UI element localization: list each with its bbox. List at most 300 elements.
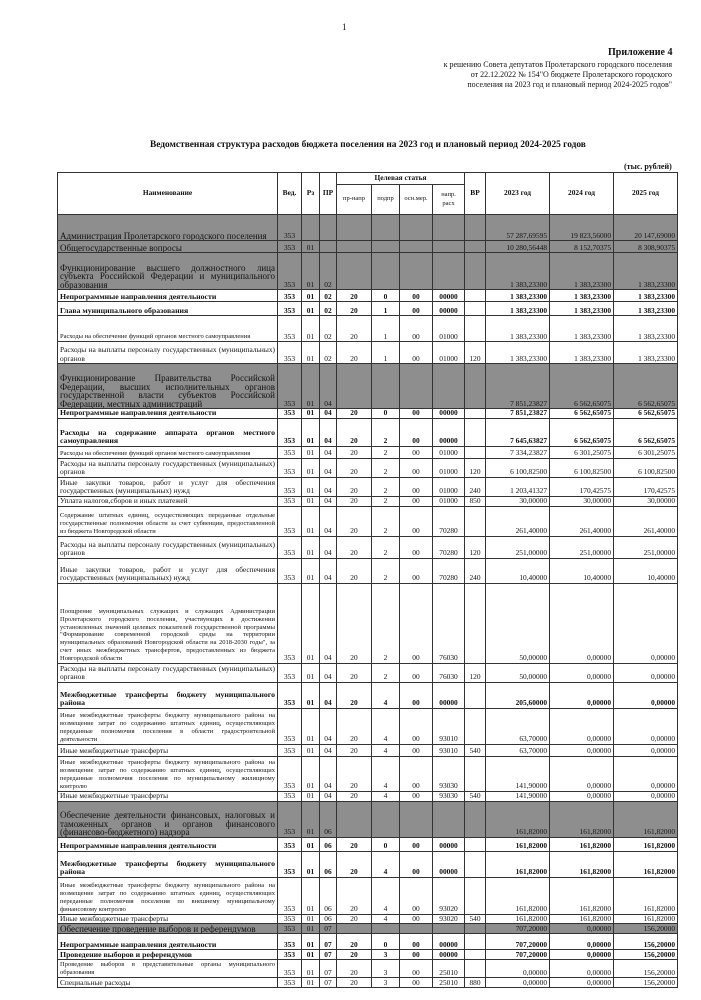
row-main-measure: 00 [400,446,433,458]
row-expense-direction: 70280 [433,506,465,536]
row-amount-2024: 0,00000 [550,744,614,756]
row-amount-2024: 6 562,65075 [550,364,614,409]
row-rz: 01 [302,558,320,583]
row-vr [465,253,486,290]
row-program-direction: 20 [337,744,372,756]
row-rz: 01 [302,801,320,837]
row-program-direction: 20 [337,914,372,924]
row-main-measure: 00 [400,934,433,950]
row-name: Непрограммные направления деятельности [58,837,278,851]
row-main-measure: 00 [400,837,433,851]
row-main-measure: 00 [400,756,433,791]
row-rz: 01 [302,364,320,409]
row-main-measure: 00 [400,536,433,558]
row-program-direction: 20 [337,877,372,914]
row-name: Расходы на выплаты персоналу государственных (муниципальных) органов [58,342,278,364]
row-amount-2025: 6 562,65075 [614,409,678,419]
decision-reference: к решению Совета депутатов Пролетарского городского поселения от 22.12.2022 № 154"О бюджете Пролетарского городского поселения на 2023 год и плановый период 2024-2025 годов" [443,60,672,89]
table-row [58,477,678,496]
row-vr: 120 [465,536,486,558]
row-rz [302,215,320,241]
table-row [58,744,678,756]
row-pr: 06 [320,837,337,851]
row-subprogram: 4 [372,791,400,801]
row-rz: 01 [302,756,320,791]
table-row [58,364,678,409]
row-main-measure: 00 [400,477,433,496]
row-pr: 04 [320,583,337,663]
row-rz: 01 [302,253,320,290]
row-name: Функционирование Правительства Российской Федерации, высших исполнительных органов государственной власти субъектов Российской Федерации, местных администраций [58,364,278,409]
row-subprogram: 0 [372,290,400,302]
row-vr [465,756,486,791]
row-program-direction: 20 [337,960,372,978]
row-amount-2025: 10,40000 [614,558,678,583]
row-amount-2023: 707,20000 [486,950,550,960]
row-name: Непрограммные направления деятельности [58,409,278,419]
row-rz: 01 [302,409,320,419]
row-amount-2023: 161,82000 [486,837,550,851]
header-osn-mer: осн.мер. [400,185,433,215]
table-row [58,851,678,877]
row-expense-direction: 70280 [433,558,465,583]
row-ved: 353 [278,851,302,877]
row-name: Проведение выборов и референдумов [58,950,278,960]
row-ved: 353 [278,914,302,924]
row-main-measure: 00 [400,302,433,316]
row-program-direction [337,364,372,409]
row-amount-2025: 156,20000 [614,978,678,988]
row-name: Иные межбюджетные трансферты [58,744,278,756]
row-expense-direction: 93020 [433,914,465,924]
table-row [58,801,678,837]
row-vr [465,506,486,536]
row-vr: 240 [465,558,486,583]
row-pr: 04 [320,744,337,756]
row-amount-2023: 10 280,56448 [486,241,550,253]
row-vr [465,950,486,960]
row-main-measure: 00 [400,558,433,583]
row-expense-direction: 76030 [433,663,465,682]
row-amount-2024: 1 383,23300 [550,302,614,316]
header-rz: Рз [302,173,320,215]
row-name: Иные межбюджетные трансферты [58,914,278,924]
row-amount-2025: 161,82000 [614,801,678,837]
table-row [58,877,678,914]
row-amount-2023: 57 287,69595 [486,215,550,241]
row-ved: 353 [278,960,302,978]
row-pr: 02 [320,302,337,316]
row-rz: 01 [302,316,320,342]
row-amount-2024: 0,00000 [550,960,614,978]
row-name: Расходы на выплаты персоналу государственных (муниципальных) органов [58,663,278,682]
row-pr: 02 [320,253,337,290]
row-pr: 02 [320,342,337,364]
row-ved: 353 [278,241,302,253]
row-pr: 04 [320,477,337,496]
row-ved: 353 [278,458,302,477]
row-vr [465,801,486,837]
row-rz: 01 [302,302,320,316]
row-rz: 01 [302,960,320,978]
row-rz: 01 [302,342,320,364]
row-rz: 01 [302,290,320,302]
row-subprogram: 4 [372,877,400,914]
row-program-direction: 20 [337,583,372,663]
row-vr [465,409,486,419]
row-pr: 04 [320,496,337,506]
row-ved: 353 [278,924,302,934]
row-program-direction [337,215,372,241]
row-pr: 04 [320,791,337,801]
row-amount-2024: 1 383,23300 [550,316,614,342]
row-amount-2024: 6 301,25075 [550,446,614,458]
row-amount-2024: 161,82000 [550,851,614,877]
row-amount-2024: 30,00000 [550,496,614,506]
row-vr: 850 [465,496,486,506]
row-amount-2025: 0,00000 [614,756,678,791]
row-subprogram [372,924,400,934]
row-pr: 07 [320,950,337,960]
row-main-measure: 00 [400,496,433,506]
row-ved: 353 [278,837,302,851]
row-name: Непрограммные направления деятельности [58,290,278,302]
row-name: Иные закупки товаров, работ и услуг для обеспечения государственных (муниципальных) нужд [58,477,278,496]
row-ved: 353 [278,558,302,583]
row-expense-direction: 00000 [433,851,465,877]
table-row [58,663,678,682]
row-expense-direction: 00000 [433,950,465,960]
row-vr [465,446,486,458]
row-subprogram: 4 [372,682,400,708]
row-expense-direction [433,215,465,241]
row-name: Непрограммные направления деятельности [58,934,278,950]
row-main-measure: 00 [400,708,433,744]
table-body [58,215,678,988]
row-main-measure [400,364,433,409]
row-amount-2023: 1 383,23300 [486,290,550,302]
row-amount-2023: 261,40000 [486,506,550,536]
row-pr: 06 [320,851,337,877]
row-ved: 353 [278,215,302,241]
row-main-measure [400,253,433,290]
table-row [58,215,678,241]
row-name: Обеспечение деятельности финансовых, налоговых и таможенных органов и органов финансового (финансово-бюджетного) надзора [58,801,278,837]
header-pr: ПР [320,173,337,215]
table-row [58,708,678,744]
row-ved: 353 [278,409,302,419]
row-main-measure: 00 [400,682,433,708]
row-ved: 353 [278,877,302,914]
row-expense-direction [433,253,465,290]
row-amount-2023: 205,60000 [486,682,550,708]
row-main-measure: 00 [400,290,433,302]
row-subprogram: 2 [372,477,400,496]
row-ved: 353 [278,801,302,837]
row-amount-2023: 6 100,82500 [486,458,550,477]
row-vr [465,316,486,342]
row-amount-2025: 251,00000 [614,536,678,558]
row-rz: 01 [302,446,320,458]
row-program-direction: 20 [337,409,372,419]
row-program-direction: 20 [337,978,372,988]
row-amount-2025: 161,82000 [614,851,678,877]
row-name: Содержание штатных единиц, осуществляющих переданные отдельные государственные полномочия области за счет субвенции, предоставленной из бюджета Новгородской области [58,506,278,536]
row-amount-2023: 50,00000 [486,583,550,663]
row-amount-2024: 161,82000 [550,914,614,924]
row-ved: 353 [278,506,302,536]
row-pr: 04 [320,756,337,791]
table-row [58,791,678,801]
row-amount-2024: 0,00000 [550,934,614,950]
row-main-measure: 00 [400,316,433,342]
row-vr [465,302,486,316]
row-amount-2023: 161,82000 [486,914,550,924]
row-expense-direction: 93030 [433,756,465,791]
row-name: Расходы на выплаты персоналу государственных (муниципальных) органов [58,536,278,558]
row-vr: 540 [465,791,486,801]
row-amount-2024: 6 562,65075 [550,409,614,419]
row-subprogram: 1 [372,342,400,364]
row-expense-direction: 93020 [433,877,465,914]
row-amount-2023: 63,70000 [486,708,550,744]
row-name: Специальные расходы [58,978,278,988]
row-name: Уплата налогов,сборов и иных платежей [58,496,278,506]
row-amount-2025: 170,42575 [614,477,678,496]
row-expense-direction: 00000 [433,302,465,316]
row-pr: 02 [320,290,337,302]
row-expense-direction: 00000 [433,290,465,302]
row-expense-direction [433,924,465,934]
row-program-direction [337,924,372,934]
table-row [58,924,678,934]
row-expense-direction: 01000 [433,342,465,364]
row-ved: 353 [278,708,302,744]
table-row [58,837,678,851]
row-ved: 353 [278,744,302,756]
row-pr: 04 [320,506,337,536]
row-vr: 540 [465,744,486,756]
row-main-measure: 00 [400,409,433,419]
row-amount-2023: 7 851,23827 [486,364,550,409]
row-vr [465,960,486,978]
row-program-direction: 20 [337,558,372,583]
row-subprogram: 2 [372,536,400,558]
row-main-measure: 00 [400,583,433,663]
table-row [58,496,678,506]
row-pr: 04 [320,409,337,419]
row-subprogram: 2 [372,506,400,536]
row-amount-2024: 6 100,82500 [550,458,614,477]
table-row [58,506,678,536]
table-row [58,950,678,960]
row-vr: 540 [465,914,486,924]
row-ved: 353 [278,756,302,791]
header-vr: ВР [465,173,486,215]
row-ved: 353 [278,950,302,960]
row-program-direction: 20 [337,791,372,801]
row-vr: 240 [465,477,486,496]
row-name: Иные межбюджетные трансферты бюджету муниципального района на возмещение затрат по содержанию штатных единиц, осуществляющих переданные полномочия поселения по муниципальному жилищному контролю [58,756,278,791]
row-rz: 01 [302,583,320,663]
row-ved: 353 [278,302,302,316]
row-pr: 06 [320,801,337,837]
row-expense-direction: 00000 [433,409,465,419]
row-rz: 01 [302,708,320,744]
row-amount-2023: 161,82000 [486,877,550,914]
row-pr: 04 [320,364,337,409]
row-amount-2023: 10,40000 [486,558,550,583]
row-subprogram: 4 [372,756,400,791]
table-row [58,536,678,558]
row-rz: 01 [302,682,320,708]
row-pr: 04 [320,663,337,682]
row-rz: 01 [302,663,320,682]
row-ved: 353 [278,364,302,409]
row-program-direction: 20 [337,934,372,950]
row-main-measure: 00 [400,978,433,988]
header-2025: 2025 год [614,173,678,215]
table-row [58,682,678,708]
row-amount-2023: 7 334,23827 [486,446,550,458]
row-amount-2025: 6 562,65075 [614,418,678,446]
row-amount-2023: 1 383,23300 [486,342,550,364]
header-2024: 2024 год [550,173,614,215]
row-amount-2023: 707,20000 [486,924,550,934]
table-row [58,756,678,791]
table-row [58,241,678,253]
row-subprogram: 1 [372,316,400,342]
row-name: Обеспечение проведение выборов и референдумов [58,924,278,934]
row-amount-2023: 707,20000 [486,934,550,950]
row-amount-2025: 20 147,69000 [614,215,678,241]
row-pr: 04 [320,708,337,744]
row-amount-2025: 161,82000 [614,914,678,924]
row-vr [465,708,486,744]
row-amount-2025: 0,00000 [614,744,678,756]
row-program-direction: 20 [337,950,372,960]
table-row [58,409,678,419]
row-expense-direction: 00000 [433,418,465,446]
row-rz: 01 [302,914,320,924]
row-rz: 01 [302,950,320,960]
row-ved: 353 [278,342,302,364]
row-main-measure: 00 [400,960,433,978]
row-amount-2025: 0,00000 [614,583,678,663]
row-amount-2025: 0,00000 [614,682,678,708]
row-subprogram: 4 [372,708,400,744]
row-program-direction [337,801,372,837]
budget-table [57,172,678,988]
row-amount-2024: 1 383,23300 [550,290,614,302]
row-subprogram: 0 [372,934,400,950]
table-row [58,583,678,663]
row-main-measure [400,215,433,241]
header-napr-rash: напр. расх [433,185,465,215]
row-rz: 01 [302,496,320,506]
header-target-article: Целевая статья [337,173,465,185]
row-pr: 07 [320,924,337,934]
row-amount-2023: 0,00000 [486,978,550,988]
row-vr [465,583,486,663]
row-amount-2025: 156,20000 [614,950,678,960]
row-amount-2023: 1 383,23300 [486,316,550,342]
table-row [58,290,678,302]
row-pr: 07 [320,978,337,988]
row-ved: 353 [278,583,302,663]
row-expense-direction: 00000 [433,837,465,851]
row-expense-direction: 25010 [433,960,465,978]
units-label: (тыс. рублей) [624,162,672,171]
row-name: Общегосударственные вопросы [58,241,278,253]
row-rz: 01 [302,837,320,851]
row-vr [465,241,486,253]
row-program-direction: 20 [337,496,372,506]
row-name: Проведение выборов в представительные органы муниципального образования [58,960,278,978]
row-subprogram: 3 [372,960,400,978]
header-name: Наименование [58,173,278,215]
row-vr: 880 [465,978,486,988]
row-amount-2024: 161,82000 [550,837,614,851]
row-rz: 01 [302,477,320,496]
row-vr [465,418,486,446]
row-program-direction: 20 [337,458,372,477]
row-pr: 04 [320,446,337,458]
row-program-direction: 20 [337,682,372,708]
row-amount-2023: 161,82000 [486,851,550,877]
row-main-measure: 00 [400,950,433,960]
row-expense-direction: 01000 [433,477,465,496]
row-amount-2025: 8 308,90375 [614,241,678,253]
row-amount-2024: 0,00000 [550,682,614,708]
row-name: Расходы на содержание аппарата органов местного самоуправления [58,418,278,446]
header-2023: 2023 год [486,173,550,215]
row-vr [465,364,486,409]
header-pr-napr: пр-напр [337,185,372,215]
row-amount-2025: 161,82000 [614,837,678,851]
row-vr [465,215,486,241]
row-expense-direction: 93030 [433,791,465,801]
row-name: Расходы на обеспечение функций органов местного самоуправления [58,446,278,458]
row-amount-2024: 0,00000 [550,663,614,682]
row-vr [465,934,486,950]
row-amount-2024: 1 383,23300 [550,342,614,364]
row-name: Межбюджетные трансферты бюджету муниципального района [58,851,278,877]
row-ved: 353 [278,663,302,682]
row-rz: 01 [302,978,320,988]
row-name: Иные межбюджетные трансферты бюджету муниципального района на возмещение затрат по содержанию штатных единиц, осуществляющих переданные полномочия поселения по внешнему муниципальному финансовому контролю [58,877,278,914]
row-subprogram [372,215,400,241]
row-amount-2024: 8 152,70375 [550,241,614,253]
row-subprogram: 2 [372,496,400,506]
row-main-measure: 00 [400,458,433,477]
row-ved: 353 [278,290,302,302]
row-program-direction: 20 [337,536,372,558]
row-amount-2023: 63,70000 [486,744,550,756]
appendix-title: Приложение 4 [608,47,673,58]
row-pr: 04 [320,536,337,558]
row-program-direction: 20 [337,837,372,851]
row-amount-2025: 1 383,23300 [614,253,678,290]
row-vr: 120 [465,663,486,682]
row-name: Межбюджетные трансферты бюджету муниципального района [58,682,278,708]
row-amount-2025: 30,00000 [614,496,678,506]
row-amount-2024: 10,40000 [550,558,614,583]
row-expense-direction: 01000 [433,496,465,506]
row-amount-2024: 251,00000 [550,536,614,558]
row-amount-2025: 1 383,23300 [614,290,678,302]
row-amount-2023: 141,90000 [486,756,550,791]
